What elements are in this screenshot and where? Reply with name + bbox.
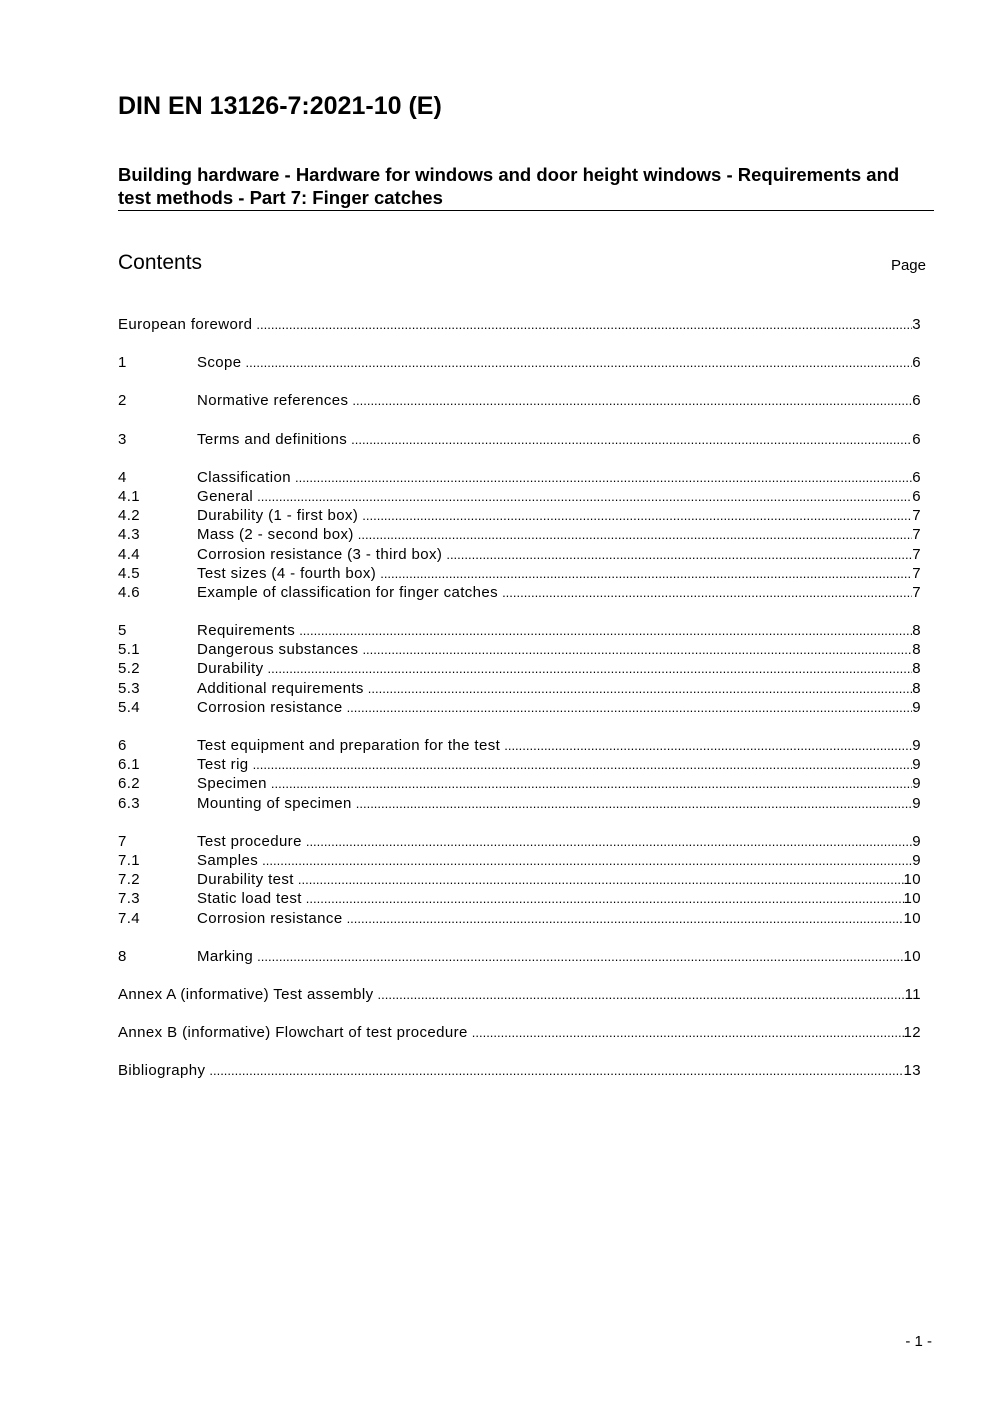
toc-dot-leader	[347, 909, 904, 928]
toc-entry[interactable]	[118, 564, 921, 583]
toc-entry-title: Specimen	[197, 775, 267, 793]
toc-entry[interactable]	[118, 832, 921, 851]
toc-entry-page: 9	[912, 832, 921, 850]
toc-group	[118, 832, 921, 928]
toc-dot-leader	[299, 621, 912, 640]
toc-entry[interactable]	[118, 947, 921, 966]
toc-entry-page: 6	[912, 392, 921, 410]
toc-entry-title: Marking	[197, 947, 254, 965]
toc-entry-number: 5	[118, 622, 127, 640]
toc-dot-leader	[446, 545, 912, 564]
toc-entry-number: 1	[118, 354, 127, 372]
toc-entry[interactable]	[118, 430, 921, 449]
toc-entry-page: 13	[903, 1062, 921, 1080]
toc-entry-title: Mass (2 - second box)	[197, 526, 354, 544]
toc-entry-page: 6	[912, 487, 921, 505]
toc-entry[interactable]	[118, 583, 921, 602]
toc-group	[118, 1061, 921, 1080]
toc-entry-number: 6	[118, 737, 127, 754]
toc-group	[118, 1023, 921, 1042]
toc-entry-title: Test equipment and preparation for the test	[197, 737, 501, 754]
toc-entry[interactable]	[118, 315, 921, 334]
toc-entry-page: 9	[912, 737, 921, 754]
toc-dot-leader	[306, 889, 904, 908]
toc-dot-leader	[256, 315, 912, 334]
toc-entry-number: 8	[118, 947, 127, 965]
toc-entry[interactable]	[118, 679, 921, 698]
toc-entry[interactable]	[118, 870, 921, 889]
toc-entry-title: Annex B (informative) Flowchart of test procedure	[118, 1024, 468, 1042]
toc-group	[118, 315, 921, 334]
toc-entry[interactable]	[118, 909, 921, 928]
toc-entry[interactable]	[118, 1061, 921, 1080]
toc-entry-title: Scope	[197, 354, 242, 372]
toc-entry-number: 7.2	[118, 871, 141, 889]
toc-entry-title: Additional requirements	[197, 679, 364, 697]
toc-dot-leader	[504, 736, 912, 755]
toc-entry[interactable]	[118, 659, 921, 678]
toc-dot-leader	[362, 506, 912, 525]
toc-dot-leader	[380, 564, 912, 583]
toc-entry-number: 5.4	[118, 698, 141, 716]
toc-entry-number: 4	[118, 468, 127, 486]
toc-entry[interactable]	[118, 698, 921, 717]
toc-entry-number: 7	[118, 832, 127, 850]
toc-dot-leader	[356, 794, 913, 813]
toc-entry-page: 7	[912, 507, 921, 525]
toc-entry-number: 4.2	[118, 507, 141, 525]
toc-entry-page: 12	[903, 1024, 921, 1042]
toc-group	[118, 947, 921, 966]
toc-entry-number: 4.4	[118, 545, 141, 563]
toc-entry-page: 11	[904, 985, 921, 1003]
toc-dot-leader	[358, 525, 912, 544]
toc-entry[interactable]	[118, 506, 921, 525]
toc-entry-title: Annex A (informative) Test assembly	[118, 985, 374, 1003]
title-divider	[118, 210, 934, 211]
toc-group	[118, 353, 921, 372]
toc-entry[interactable]	[118, 621, 921, 640]
toc-group	[118, 430, 921, 449]
toc-entry-title: Durability	[197, 660, 264, 678]
toc-entry-page: 9	[912, 794, 921, 812]
toc-entry-page: 6	[912, 354, 921, 372]
toc-entry-page: 9	[912, 775, 921, 793]
toc-entry-page: 10	[903, 909, 921, 927]
document-title: Building hardware - Hardware for windows and door height windows - Requirements and test methods - Part 7: Finger catches	[118, 164, 900, 208]
toc-entry-page: 8	[912, 679, 921, 697]
toc-dot-leader	[257, 947, 903, 966]
toc-dot-leader	[262, 851, 912, 870]
toc-entry-page: 6	[912, 468, 921, 486]
toc-entry-number: 7.4	[118, 909, 141, 927]
toc-entry-title: Corrosion resistance	[197, 698, 343, 716]
toc-entry-number: 4.5	[118, 564, 141, 582]
toc-entry-number: 6.2	[118, 775, 141, 793]
toc-entry-number: 5.2	[118, 660, 141, 678]
toc-entry-number: 2	[118, 392, 127, 410]
toc-entry[interactable]	[118, 774, 921, 793]
toc-entry-page: 3	[912, 316, 921, 333]
toc-group	[118, 468, 921, 602]
toc-entry-number: 4.6	[118, 583, 141, 601]
toc-dot-leader	[268, 659, 913, 678]
toc-entry[interactable]	[118, 391, 921, 410]
toc-dot-leader	[472, 1023, 904, 1042]
toc-entry[interactable]	[118, 1023, 921, 1042]
toc-entry-title: Bibliography	[118, 1062, 206, 1080]
toc-entry-page: 10	[903, 890, 921, 908]
contents-heading: Contents	[118, 251, 203, 274]
toc-entry[interactable]	[118, 640, 921, 659]
toc-entry-number: 6.3	[118, 794, 141, 812]
toc-entry-page: 10	[903, 947, 921, 965]
toc-dot-leader	[502, 583, 912, 602]
toc-entry-title: Normative references	[197, 392, 349, 410]
toc-entry-title: Requirements	[197, 622, 296, 640]
toc-entry[interactable]	[118, 985, 921, 1004]
page-number: - 1 -	[905, 1333, 932, 1350]
toc-entry-number: 5.1	[118, 641, 141, 659]
toc-entry-page: 8	[912, 641, 921, 659]
toc-entry-page: 9	[912, 756, 921, 774]
toc-entry-page: 7	[912, 583, 921, 601]
toc-entry-page: 10	[903, 871, 921, 889]
toc-entry-title: Test procedure	[197, 832, 302, 850]
toc-entry-title: Static load test	[197, 890, 302, 908]
toc-entry-title: Corrosion resistance (3 - third box)	[197, 545, 443, 563]
toc-entry[interactable]	[118, 736, 921, 755]
toc-entry-page: 9	[912, 851, 921, 869]
toc-entry-page: 7	[912, 545, 921, 563]
toc-entry[interactable]	[118, 851, 921, 870]
toc-entry-number: 3	[118, 430, 127, 448]
toc-dot-leader	[257, 487, 912, 506]
toc-entry-number: 5.3	[118, 679, 141, 697]
toc-dot-leader	[298, 870, 904, 889]
toc-group	[118, 985, 921, 1004]
page-column-heading: Page	[890, 257, 926, 274]
toc-dot-leader	[378, 985, 905, 1004]
toc-entry-number: 4.3	[118, 526, 141, 544]
toc-entry-title: Mounting of specimen	[197, 794, 352, 812]
toc-entry-title: European foreword	[118, 316, 253, 333]
toc-entry[interactable]	[118, 755, 921, 774]
toc-entry-title: Corrosion resistance	[197, 909, 343, 927]
toc-dot-leader	[362, 640, 912, 659]
toc-dot-leader	[271, 774, 912, 793]
toc-entry-number: 4.1	[118, 487, 141, 505]
toc-dot-leader	[368, 679, 912, 698]
toc-entry[interactable]	[118, 468, 921, 487]
toc-entry[interactable]	[118, 353, 921, 372]
document-id: DIN EN 13126-7:2021-10 (E)	[118, 92, 442, 120]
toc-entry-title: Example of classification for finger catches	[197, 583, 499, 601]
toc-dot-leader	[351, 430, 912, 449]
toc-entry-page: 9	[912, 698, 921, 716]
toc-entry[interactable]	[118, 545, 921, 564]
toc-entry[interactable]	[118, 487, 921, 506]
toc-group	[118, 736, 921, 813]
toc-dot-leader	[246, 353, 913, 372]
toc-entry-page: 7	[912, 526, 921, 544]
toc-entry-title: Classification	[197, 468, 291, 486]
toc-entry-title: Durability test	[197, 871, 294, 889]
toc-entry-number: 6.1	[118, 756, 141, 774]
toc-dot-leader	[295, 468, 912, 487]
toc-group	[118, 391, 921, 410]
toc-dot-leader	[209, 1061, 903, 1080]
toc-entry-page: 6	[912, 430, 921, 448]
toc-entry-number: 7.3	[118, 890, 141, 908]
toc-entry-number: 7.1	[118, 851, 141, 869]
toc-entry-title: Durability (1 - first box)	[197, 507, 359, 525]
toc-entry-title: Terms and definitions	[197, 430, 348, 448]
toc-entry-title: General	[197, 487, 254, 505]
toc-group	[118, 621, 921, 717]
toc-entry-title: Dangerous substances	[197, 641, 359, 659]
toc-entry-page: 8	[912, 660, 921, 678]
toc-entry-page: 8	[912, 622, 921, 640]
toc-entry-title: Test sizes (4 - fourth box)	[197, 564, 377, 582]
table-of-contents	[118, 315, 921, 1099]
toc-dot-leader	[306, 832, 912, 851]
toc-entry[interactable]	[118, 889, 921, 908]
toc-entry[interactable]	[118, 794, 921, 813]
toc-entry-page: 7	[912, 564, 921, 582]
toc-entry-title: Test rig	[197, 756, 249, 774]
toc-dot-leader	[253, 755, 913, 774]
toc-entry-title: Samples	[197, 851, 259, 869]
toc-dot-leader	[347, 698, 913, 717]
toc-dot-leader	[352, 391, 912, 410]
toc-entry[interactable]	[118, 525, 921, 544]
